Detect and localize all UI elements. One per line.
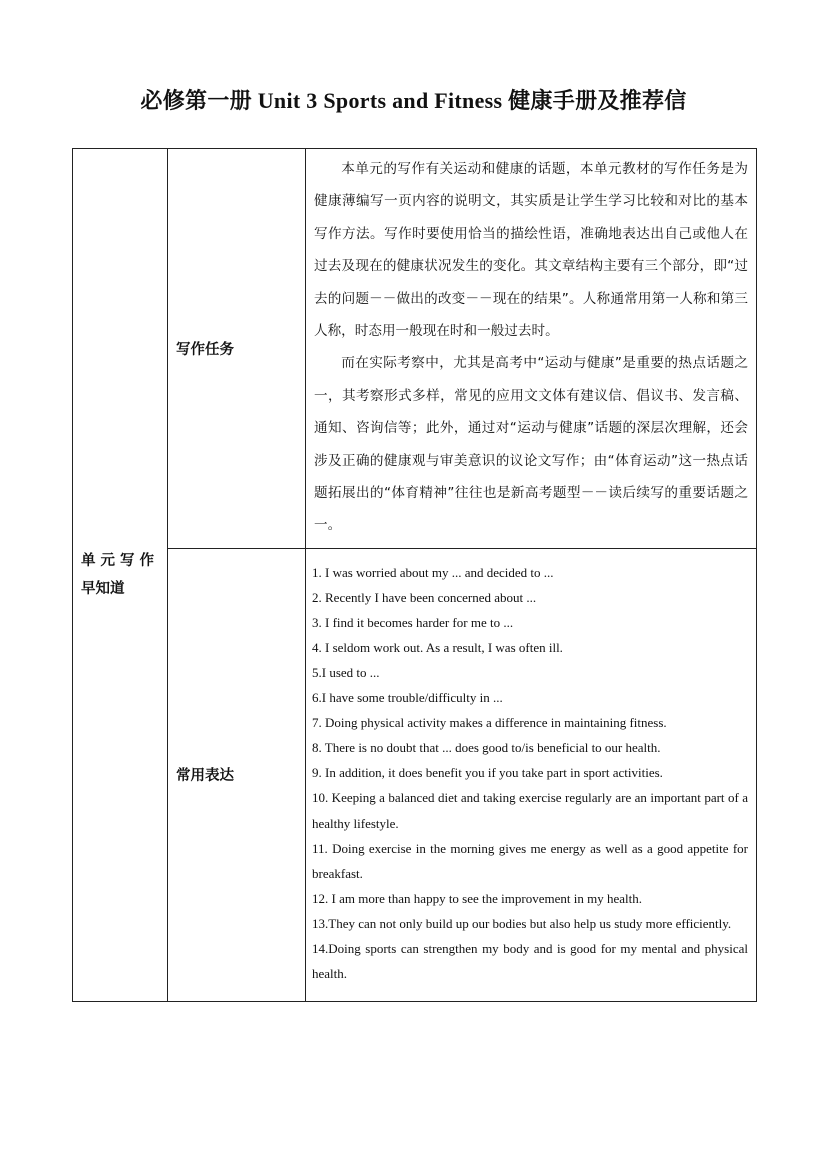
writing-task-paragraph-1: 本单元的写作有关运动和健康的话题，本单元教材的写作任务是为健康薄编写一页内容的说明文，其实质是让学生学习比较和对比的基本写作方法。写作时要使用恰当的描绘性语，准确地表达出自己或他人在过去及现在的健康状况发生的变化。其文章结构主要有三个部分，即“过去的问题－－做出的改变－－现在的结果”。人称通常用第一人称和第三人称，时态用一般现在时和一般过去时。 [314, 161, 748, 340]
list-item: 2. Recently I have been concerned about ... [312, 589, 537, 605]
list-item: 6.I have some trouble/difficulty in ... [312, 690, 503, 706]
list-item: 13.They can not only build up our bodies but also help us study more efficiently. [312, 915, 732, 931]
unit-label-line1: 单元写作 [81, 552, 159, 569]
writing-task-content-cell [306, 149, 757, 549]
list-item: 5.I used to ... [312, 664, 380, 680]
writing-guide-table [72, 148, 757, 1002]
table-row-writing-task [73, 149, 757, 549]
list-item: 3. I find it becomes harder for me to ... [312, 614, 514, 630]
list-item: 7. Doing physical activity makes a difference in maintaining fitness. [312, 715, 667, 731]
page-title: 必修第一册 Unit 3 Sports and Fitness 健康手册及推荐信 [140, 88, 687, 113]
list-item: 10. Keeping a balanced diet and taking exercise regularly are an important part of a healthy lifestyle. [312, 790, 748, 831]
table-row-common-expressions [73, 548, 757, 1001]
unit-label [73, 547, 167, 603]
writing-task-label-cell [168, 149, 306, 549]
list-item: 12. I am more than happy to see the improvement in my health. [312, 890, 642, 906]
unit-label-cell [73, 149, 168, 1002]
list-item: 14.Doing sports can strengthen my body and is good for my mental and physical health. [312, 940, 748, 982]
common-expressions-label: 常用表达 [176, 768, 234, 785]
common-expressions-list [306, 558, 756, 993]
list-item: 1. I was worried about my ... and decided to ... [312, 564, 554, 580]
list-item: 8. There is no doubt that ... does good to/is beneficial to our health. [312, 740, 661, 756]
common-expressions-content-cell [306, 548, 757, 1001]
writing-task-text [306, 149, 756, 548]
common-expressions-label-cell [168, 548, 306, 1001]
writing-task-label: 写作任务 [176, 341, 234, 358]
list-item: 4. I seldom work out. As a result, I was often ill. [312, 639, 563, 655]
writing-task-paragraph-2: 而在实际考察中，尤其是高考中“运动与健康”是重要的热点话题之一，其考察形式多样，常见的应用文文体有建议信、倡议书、发言稿、通知、咨询信等；此外，通过对“运动与健康”话题的深层次理解，还会涉及正确的健康观与审美意识的议论文写作；由“体育运动”这一热点话题拓展出的“体育精神”往往也是新高考题型－－读后续写的重要话题之一。 [314, 355, 748, 534]
list-item: 11. Doing exercise in the morning gives me energy as well as a good appetite for breakfast. [312, 840, 748, 881]
unit-label-line2: 早知道 [81, 580, 125, 597]
list-item: 9. In addition, it does benefit you if you take part in sport activities. [312, 765, 663, 781]
